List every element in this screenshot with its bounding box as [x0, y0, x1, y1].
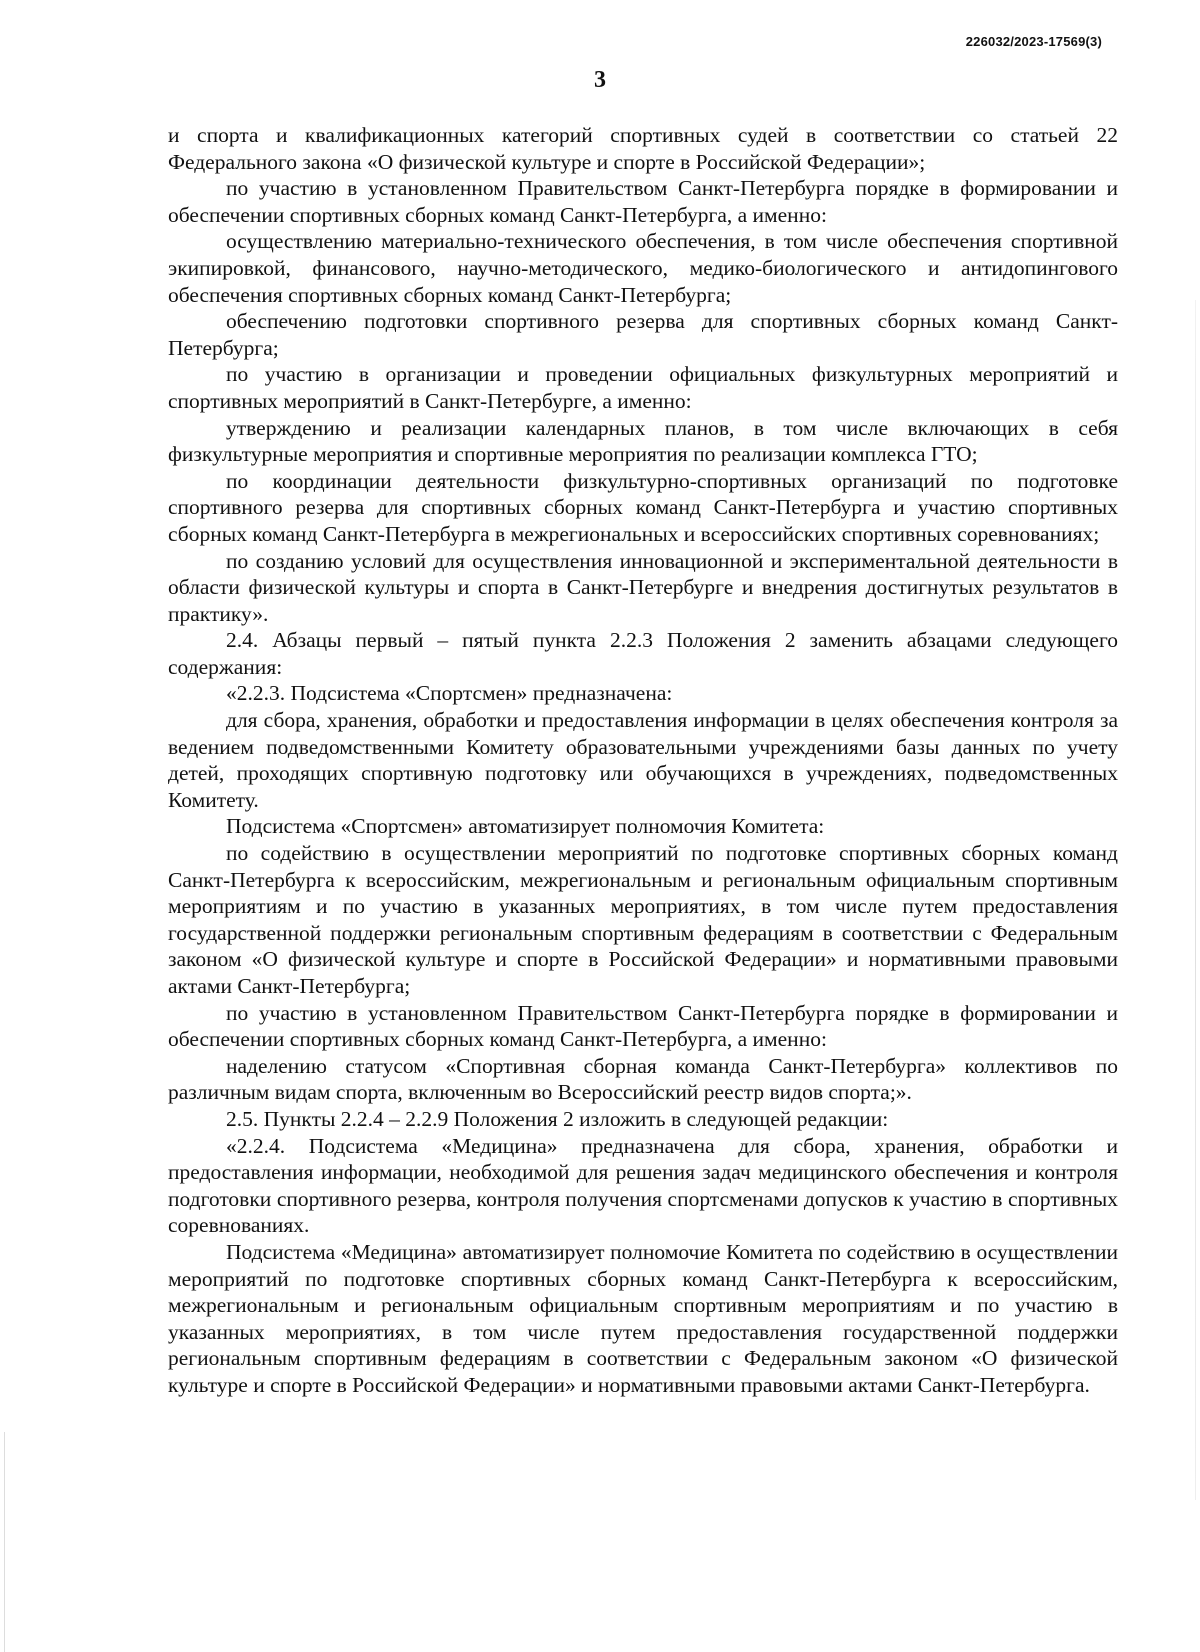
paragraph: по участию в организации и проведении официальных физкультурных мероприятий и спортивных мероприятий в Санкт-Петербурге, а именно: — [168, 362, 1118, 413]
page-number: 3 — [594, 67, 606, 93]
paragraph: по участию в установленном Правительством Санкт-Петербурга порядке в формировании и обеспечении спортивных сборных команд Санкт-Петербурга, а именно: — [168, 1000, 1118, 1052]
paragraph: наделению статусом «Спортивная сборная команда Санкт-Петербурга» коллективов по различным видам спорта, включенным во Всероссийский реестр видов спорта;». — [168, 1053, 1118, 1105]
paragraph: «2.2.4. Подсистема «Медицина» предназначена для сбора, хранения, обработки и предоставления информации, необходимой для решения задач медицинского обеспечения и контроля подготовки спортивного резерва, контроля получения спортсменами допусков к участию в спортивных соревнованиях. — [168, 1133, 1118, 1238]
paragraph: по созданию условий для осуществления инновационной и экспериментальной деятельности в области физической культуры и спорта в Санкт-Петербурге и внедрения достигнутых результатов в практику». — [168, 548, 1118, 626]
paragraph: Подсистема «Медицина» автоматизирует полномочие Комитета по содействию в осуществлении мероприятий по подготовке спортивных сборных команд Санкт-Петербурга к всероссийским, межрегиональным и региональным официальным спортивным мероприятиям и по участию в указанных мероприятиях, в том числе путем предоставления государственной поддержки региональным спортивным федерациям в соответствии с Федеральным законом «О физической культуре и спорте в Российской Федерации» и нормативными правовыми актами Санкт-Петербурга. — [168, 1239, 1118, 1397]
paragraph-continuation: и спорта и квалификационных категорий спортивных судей в соответствии со статьей 22 Федерального закона «О физической культуре и спорте в Российской Федерации»; — [168, 123, 1118, 174]
paragraph: утверждению и реализации календарных планов, в том числе включающих в себя физкультурные мероприятия и спортивные мероприятия по реализации комплекса ГТО; — [168, 415, 1118, 467]
paragraph: по содействию в осуществлении мероприятий по подготовке спортивных сборных команд Санкт-Петербурга к всероссийским, межрегиональным и региональным официальным спортивным мероприятиям и по участию в указанных мероприятиях, в том числе путем предоставления государственной поддержки региональным спортивным федерациям в соответствии с Федеральным законом «О физической культуре и спорте в Российской Федерации» и нормативными правовыми актами Санкт-Петербурга; — [168, 841, 1118, 998]
paragraph-section-2-4: 2.4. Абзацы первый – пятый пункта 2.2.3 Положения 2 заменить абзацами следующего содержания: — [168, 628, 1118, 679]
paragraph: осуществлению материально-технического обеспечения, в том числе обеспечения спортивной экипировкой, финансового, научно-методического, медико-биологического и антидопингового обеспечения спортивных сборных команд Санкт-Петербурга; — [168, 229, 1118, 307]
paragraph: Подсистема «Спортсмен» автоматизирует полномочия Комитета: — [226, 814, 825, 839]
document-id: 226032/2023-17569(3) — [965, 34, 1102, 49]
paragraph: обеспечению подготовки спортивного резерва для спортивных сборных команд Санкт-Петербурга; — [168, 309, 1118, 360]
paragraph: «2.2.3. Подсистема «Спортсмен» предназначена: — [226, 681, 673, 706]
paragraph-section-2-5: 2.5. Пункты 2.2.4 – 2.2.9 Положения 2 изложить в следующей редакции: — [226, 1106, 889, 1131]
document-body — [168, 122, 1118, 1399]
scan-edge-right — [1195, 300, 1196, 1500]
paragraph: по участию в установленном Правительством Санкт-Петербурга порядке в формировании и обеспечении спортивных сборных команд Санкт-Петербурга, а именно: — [168, 176, 1118, 227]
scan-edge-left — [4, 1432, 5, 1652]
paragraph: для сбора, хранения, обработки и предоставления информации в целях обеспечения контроля за ведением подведомственными Комитету образовательными учреждениями базы данных по учету детей, проходящих спортивную подготовку или обучающихся в учреждениях, подведомственных Комитету. — [168, 708, 1118, 812]
paragraph: по координации деятельности физкультурно-спортивных организаций по подготовке спортивного резерва для спортивных сборных команд Санкт-Петербурга и участию спортивных сборных команд Санкт-Петербурга в межрегиональных и всероссийских спортивных соревнованиях; — [168, 468, 1118, 546]
